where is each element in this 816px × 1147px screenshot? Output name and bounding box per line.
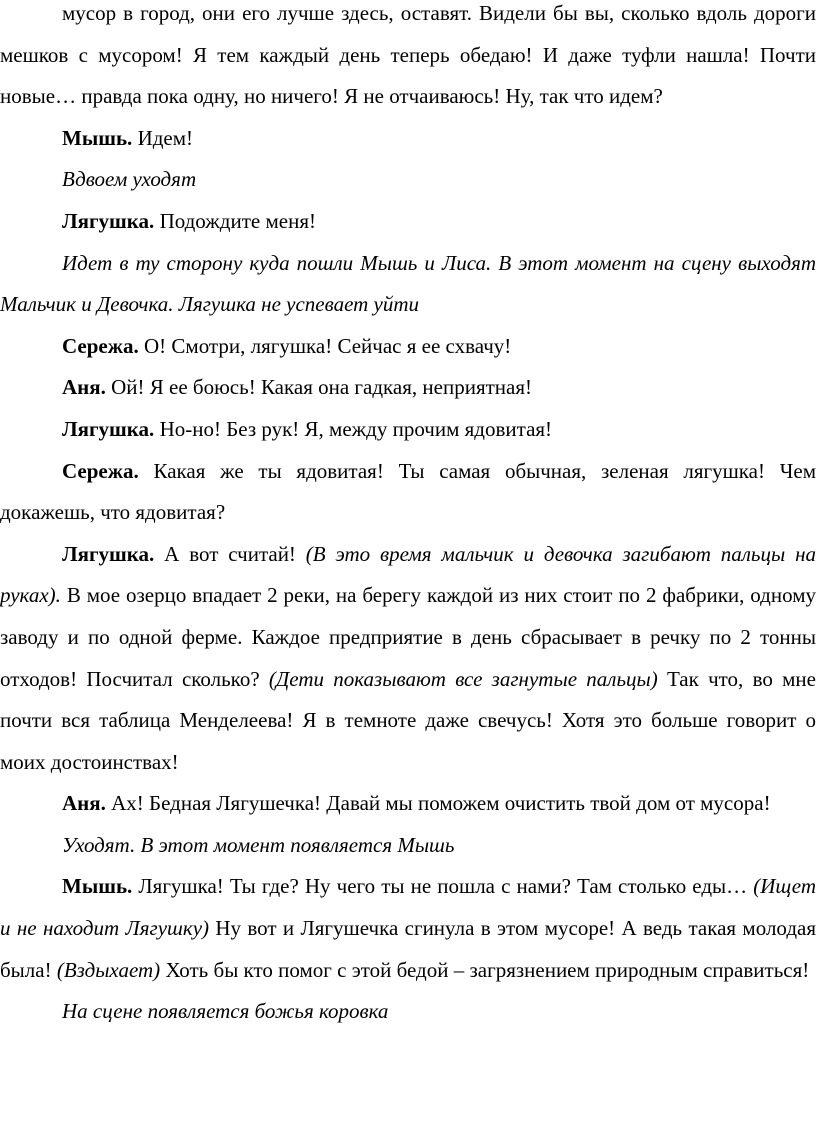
speaker-name: Сережа. bbox=[62, 333, 139, 358]
speaker-name: Сережа. bbox=[62, 458, 139, 483]
paragraph-continuation bbox=[0, 0, 816, 118]
dialogue-text: Какая же ты ядовитая! Ты самая обычная, зеленая лягушка! Чем докажешь, что ядовитая? bbox=[0, 458, 816, 525]
speaker-name: Лягушка. bbox=[62, 541, 155, 566]
dialogue-text: Так что, во мне почти вся таблица Менделеева! Я в темноте даже свечусь! Хотя это больше говорит о моих достоинствах! bbox=[0, 666, 816, 774]
dialogue-text: Идем! bbox=[132, 125, 194, 150]
dialogue-line-frog bbox=[0, 409, 816, 451]
dialogue-line-anya bbox=[0, 367, 816, 409]
speaker-name: Лягушка. bbox=[62, 208, 155, 233]
dialogue-text: О! Смотри, лягушка! Сейчас я ее схвачу! bbox=[138, 333, 512, 358]
dialogue-text: В мое озерцо впадает 2 реки, на берегу каждой из них стоит по 2 фабрики, одному заводу и по одной ферме. Каждое предприятие в день сбрасывает в речку по 2 тонны отходов! Посчитал сколько? bbox=[0, 583, 816, 691]
stage-direction-text: (В это время мальчик и девочка загибают пальцы на руках). bbox=[0, 541, 816, 608]
dialogue-line-frog bbox=[0, 201, 816, 243]
stage-direction-text: (Ищет и не находит Лягушку) bbox=[0, 874, 816, 941]
dialogue-line-mouse bbox=[0, 118, 816, 160]
stage-direction-text: На сцене появляется божья коровка bbox=[62, 999, 389, 1024]
speaker-name: Мышь. bbox=[62, 125, 133, 150]
dialogue-text: Но-но! Без рук! Я, между прочим ядовитая! bbox=[154, 416, 553, 441]
dialogue-line-frog bbox=[0, 534, 816, 784]
speaker-name: Мышь. bbox=[62, 874, 133, 899]
dialogue-line-seryozha bbox=[0, 451, 816, 534]
dialogue-text: мусор в город, они его лучше здесь, оставят. Видели бы вы, сколько вдоль дороги мешков с мусором! Я тем каждый день теперь обедаю! И даже туфли нашла! Почти новые… правда пока одну, но ничего! Я не отчаиваюсь! Ну, так что идем? bbox=[0, 1, 816, 109]
dialogue-line-mouse bbox=[0, 866, 816, 991]
dialogue-text: Ах! Бедная Лягушечка! Давай мы поможем очистить твой дом от мусора! bbox=[105, 791, 771, 816]
stage-direction bbox=[0, 991, 816, 1033]
stage-direction-text: (Дети показывают все загнутые пальцы) bbox=[268, 666, 658, 691]
stage-direction-text: Вдвоем уходят bbox=[62, 167, 197, 192]
speaker-name: Аня. bbox=[62, 791, 106, 816]
speaker-name: Лягушка. bbox=[62, 416, 155, 441]
stage-direction bbox=[0, 243, 816, 326]
dialogue-line-anya bbox=[0, 783, 816, 825]
dialogue-text: Лягушка! Ты где? Ну чего ты не пошла с нами? Там столько еды… bbox=[132, 874, 754, 899]
stage-direction bbox=[0, 825, 816, 867]
dialogue-text: Хоть бы кто помог с этой бедой – загрязнением природным справиться! bbox=[160, 957, 810, 982]
dialogue-text: Ой! Я ее боюсь! Какая она гадкая, неприятная! bbox=[105, 375, 532, 400]
stage-direction-text: (Вздыхает) bbox=[56, 957, 161, 982]
dialogue-text: Ну вот и Лягушечка сгинула в этом мусоре! А ведь такая молодая была! bbox=[0, 916, 816, 982]
stage-direction-text: Идет в ту сторону куда пошли Мышь и Лиса. В этот момент на сцену выходят Мальчик и Девочка. Лягушка не успевает уйти bbox=[0, 250, 816, 317]
stage-direction bbox=[0, 159, 816, 201]
dialogue-text: Подождите меня! bbox=[154, 208, 316, 233]
dialogue-text: А вот считай! bbox=[154, 541, 306, 566]
stage-direction-text: Уходят. В этот момент появляется Мышь bbox=[62, 832, 455, 857]
dialogue-line-seryozha bbox=[0, 326, 816, 368]
speaker-name: Аня. bbox=[62, 375, 106, 400]
